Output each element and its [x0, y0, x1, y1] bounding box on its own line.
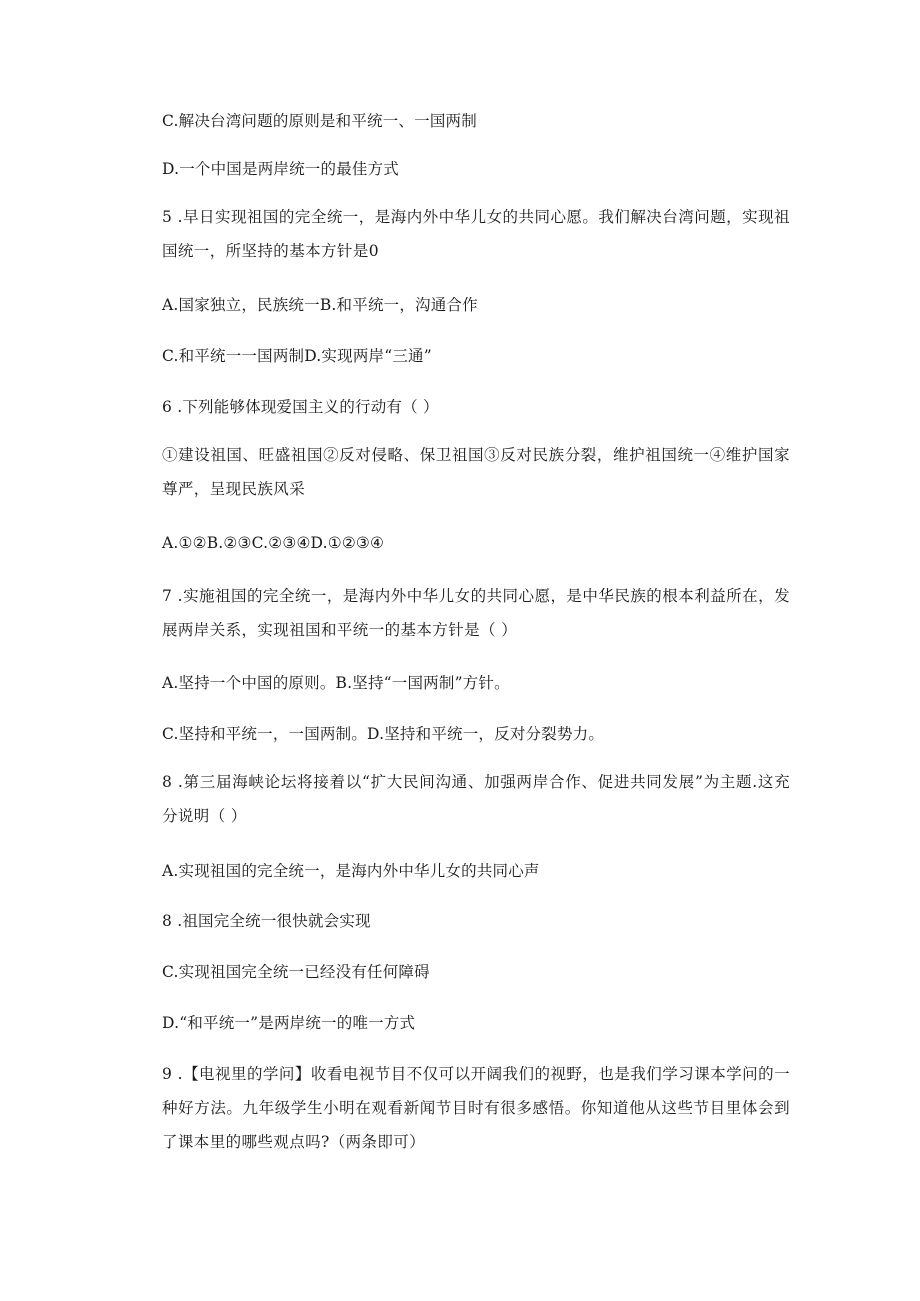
question-8: 8 .第三届海峡论坛将接着以“扩大民间沟通、加强两岸合作、促进共同发展”为主题.这充分说明（ ）: [162, 773, 790, 825]
question-8-option-b: 8 .祖国完全统一很快就会实现: [162, 912, 371, 930]
question-7-options-ab: A.坚持一个中国的原则。B.坚持“一国两制”方针。: [162, 674, 510, 692]
question-6-statements: ①建设祖国、旺盛祖国②反对侵略、保卫祖国③反对民族分裂，维护祖国统一④维护国家尊严，呈现民族风采: [162, 446, 790, 498]
question-6: 6 .下列能够体现爱国主义的行动有（ ）: [162, 398, 439, 416]
question-8-option-a: A.实现祖国的完全统一，是海内外中华儿女的共同心声: [162, 862, 540, 880]
question-5-options-ab: A.国家独立，民族统一B.和平统一，沟通合作: [162, 296, 478, 314]
question-7-options-cd: C.坚持和平统一，一国两制。D.坚持和平统一，反对分裂势力。: [162, 725, 605, 743]
question-5-options-cd: C.和平统一一国两制D.实现两岸“三通”: [162, 347, 432, 365]
question-8-option-c: C.实现祖国完全统一已经没有任何障碍: [162, 963, 430, 981]
question-6-options: A.①②B.②③C.②③④D.①②③④: [162, 534, 385, 552]
question-9: 9 .【电视里的学问】收看电视节目不仅可以开阔我们的视野，也是我们学习课本学问的一种好方法。九年级学生小明在观看新闻节目时有很多感悟。你知道他从这些节目里体会到了课本里的哪些观点吗?（两条即可）: [162, 1065, 790, 1151]
question-5: 5 .早日实现祖国的完全统一，是海内外中华儿女的共同心愿。我们解决台湾问题，实现祖国统一，所坚持的基本方针是0: [162, 208, 790, 260]
question-7: 7 .实施祖国的完全统一，是海内外中华儿女的共同心愿，是中华民族的根本利益所在，发展两岸关系，实现祖国和平统一的基本方针是（ ）: [162, 587, 790, 639]
question-8-option-d: D.“和平统一”是两岸统一的唯一方式: [162, 1014, 416, 1032]
option-d-line: D.一个中国是两岸统一的最佳方式: [162, 160, 400, 178]
option-c-line: C.解决台湾问题的原则是和平统一、一国两制: [162, 112, 477, 130]
